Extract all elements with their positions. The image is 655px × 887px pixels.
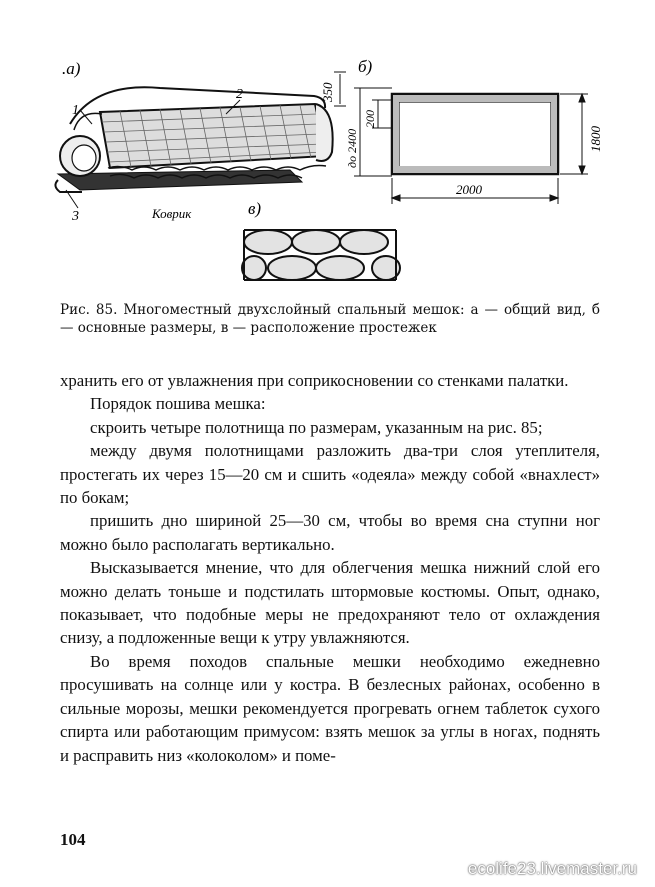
paragraph: Порядок пошива мешка: — [90, 394, 266, 414]
marker-3: 3 — [72, 209, 79, 224]
paragraph: скроить четыре полотнища по размерам, указанным на рис. 85; — [90, 417, 543, 437]
figure-label-v: в) — [248, 199, 262, 218]
figure-caption: Рис. 85. Многоместный двухслойный спальный мешок: а — общий вид, б — основные размеры, в — расположение простежек — [60, 302, 600, 336]
marker-1: 1 — [72, 103, 79, 118]
dim-2000-label: 2000 — [456, 182, 482, 197]
sleeping-bag-illustration — [55, 87, 332, 208]
paragraph: между двумя полотнищами разложить два-три слоя утеплителя, простегать их через 15—20 см и сшить «одеяла» между собой «внахлест» по бокам; — [60, 441, 600, 508]
dimension-350 — [334, 72, 346, 106]
paragraph: Высказывается мнение, что для облегчения мешка нижний слой его можно делать тоньше и подстилать штормовые костюмы. Опыт, однако, показывает, что подобные меры не предохраняют тело от охлаждения снизу, а подложенные вещи к утру увлажняются. — [60, 558, 600, 648]
leaf-icon — [448, 860, 464, 876]
body-text — [60, 369, 600, 767]
figure-label-a: .a) — [62, 59, 81, 78]
dim-350-label: 350 — [320, 82, 335, 102]
stitching-cross-section — [242, 230, 400, 280]
watermark-text: ecolife23.livemaster.ru — [467, 859, 637, 878]
page-number: 104 — [60, 830, 86, 849]
dim-200-label: 200 — [363, 110, 377, 128]
marker-2: 2 — [236, 87, 243, 102]
paragraph: хранить его от увлажнения при соприкосновении со стенками палатки. — [60, 371, 569, 390]
watermark — [448, 859, 637, 879]
paragraph: пришить дно шириной 25—30 см, чтобы во время сна ступни ног можно было располагать вертикально. — [60, 511, 600, 554]
figure-85 — [40, 52, 620, 302]
dim-1800-label: 1800 — [588, 126, 603, 152]
dim-do2400-label: до 2400 — [345, 128, 359, 168]
figure-label-b: б) — [358, 57, 373, 76]
paragraph: Во время походов спальные мешки необходимо ежедневно просушивать на солнце или у костра. В безлесных районах, особенно в сильные морозы, мешки рекомендуется прогревать огнем таблеток сухого спирта или работающим примусом: взять мешок за углы в ногах, поднять и расправить низ «колоколом» и поме- — [60, 651, 600, 765]
label-kovrik: Коврик — [152, 206, 192, 221]
figure-85-drawing — [40, 52, 620, 302]
